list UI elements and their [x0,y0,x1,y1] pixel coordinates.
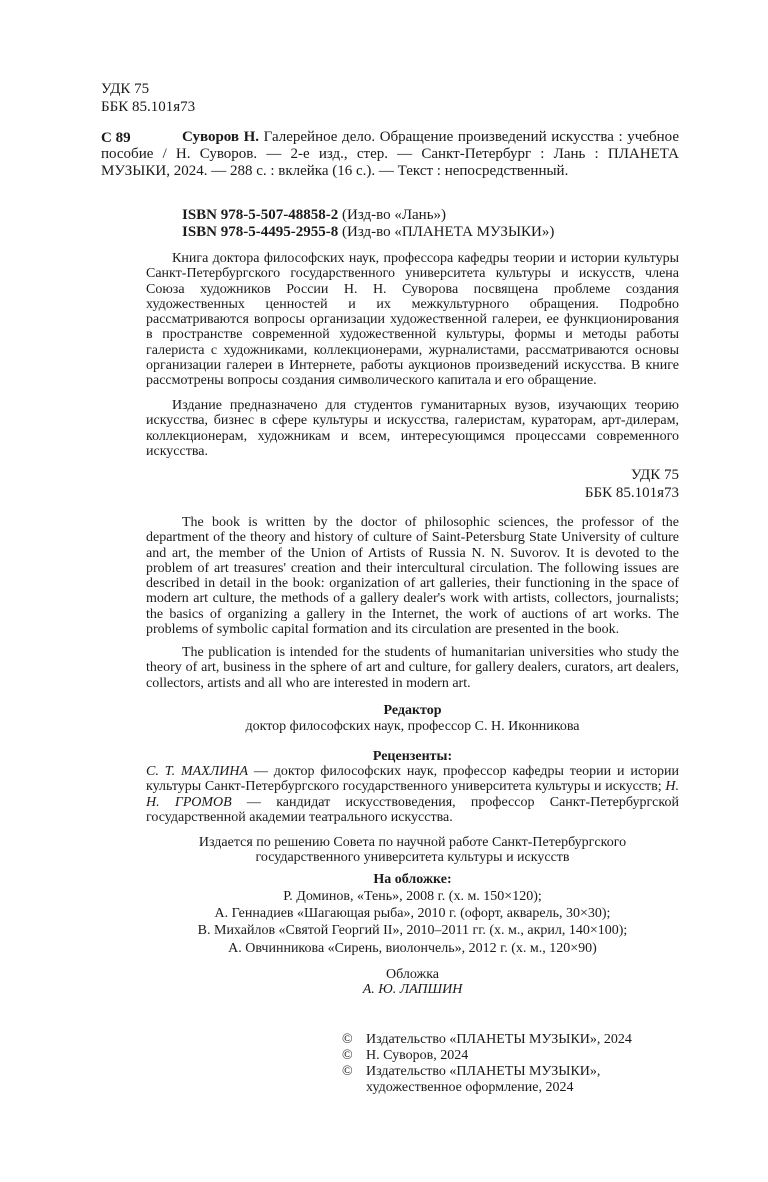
copyright-symbol: © [342,1032,353,1047]
cover-line: А. Овчинникова «Сирень, виолончель», 2012 г. (х. м., 120×90) [228,941,597,956]
abstract-ru-paragraph: Книга доктора философских наук, профессора кафедры теории и истории культуры Санкт-Петербургского государственного университета культуры и искусств, члена Союза художников России Н. Н. Суворова посвящена проблеме создания художественных ценностей и их межкультурного обращения. Подробно рассматриваются вопросы организации художественной галереи, ее функционирования в пространстве современной художественной культуры, формы и методы работы галериста с художниками, коллекционерами, журналистами, рассматриваются основы организации галереи в Интернете, работы аукционов произведений искусства. В книге рассмотрены вопросы создания символического капитала и его обращение. [146,251,679,389]
cover-heading: На обложке: [373,872,452,887]
cover-design-name: А. Ю. ЛАПШИН [362,982,463,997]
isbn-publisher: (Изд-во «ПЛАНЕТА МУЗЫКИ») [338,224,555,240]
isbn-number: ISBN 978-5-507-48858-2 [182,207,339,223]
copyright-symbol: © [342,1048,353,1063]
cover-line: В. Михайлов «Святой Георгий II», 2010–2011 гг. (х. м., акрил, 140×100); [197,923,628,938]
bib-description: Галерейное дело. Обращение произведений искусства : учебное пособие / Н. Суворов. — 2-е изд., стер. — Санкт-Петербург : Лань : ПЛАНЕТА МУЗЫКИ, 2024. — 288 с. : вклейка (16 с.). — Текст : непосредственный. [101,129,680,180]
isbn-number: ISBN 978-5-4495-2955-8 [182,224,339,240]
copyright-text: Издательство «ПЛАНЕТЫ МУЗЫКИ», 2024 [366,1032,632,1047]
cover-design-label: Обложка [386,967,439,982]
bib-author: Суворов Н. [182,129,260,145]
isbn-line [182,223,554,241]
copyright-line [342,1064,682,1080]
reviewer-name: Н. Н. ГРОМОВ [146,779,679,810]
reviewers-heading: Рецензенты: [372,749,453,764]
isbn-publisher: (Изд-во «Лань») [338,207,447,223]
abstract-en-paragraph: The book is written by the doctor of philosophic sciences, the professor of the department of the theory and history of culture of Saint-Petersburg State University of culture and art, the member of the Union of Artists of Russia N. N. Suvorov. It is devoted to the problem of art treasures' creation and their intercultural circulation. The following issues are described in detail in the book: organization of art galleries, their functioning in the space of modern art culture, the methods of a gallery dealer's work with artists, collectors, journalists; the basics of organizing a gallery in the Internet, the work of auctions of art works. The problems of symbolic capital formation and its circulation are presented in the book. [146,515,679,638]
copyright-line [342,1048,682,1064]
cover-line: А. Геннадиев «Шагающая рыба», 2010 г. (офорт, акварель, 30×30); [214,906,611,921]
council-line: Издается по решению Совета по научной работе Санкт-Петербургского [198,835,627,850]
editor-text: доктор философских наук, профессор С. Н. Иконникова [245,719,580,734]
copyright-text: Н. Суворов, 2024 [366,1048,469,1063]
copyright-text: Издательство «ПЛАНЕТЫ МУЗЫКИ», [366,1064,601,1079]
reviewers-text: С. Т. МАХЛИНА — доктор философских наук, профессор кафедры теории и истории культуры Санкт-Петербургского государственного университета культуры и искусств; Н. Н. ГРОМОВ — кандидат искусствоведения, профессор Санкт-Петербургской государственной академии театрального искусства. [146,764,679,825]
editor-heading: Редактор [383,703,442,718]
udk-top: УДК 75 [101,81,150,97]
copyright-line [342,1080,682,1096]
copyright-symbol: © [342,1064,353,1079]
copyright-text: художественное оформление, 2024 [366,1080,574,1095]
bbk-top: ББК 85.101я73 [101,99,196,115]
isbn-line [182,206,446,224]
author-mark: С 89 [101,130,131,146]
abstract-ru-paragraph: Издание предназначено для студентов гуманитарных вузов, изучающих теорию искусства, бизнес в сфере культуры и искусства, галеристам, кураторам, арт-дилерам, коллекционерам, художникам и всем, интересующимся процессами современного искусства. [146,398,679,459]
reviewer-name: С. Т. МАХЛИНА [146,764,249,779]
abstract-en-paragraph: The publication is intended for the students of humanitarian universities who study the theory of art, business in the sphere of art and culture, for gallery dealers, curators, art dealers, collectors, artists and all who are interested in modern art. [146,645,679,691]
copyright-line [342,1032,682,1048]
bibliographic-description [101,129,679,181]
cover-line: Р. Доминов, «Тень», 2008 г. (х. м. 150×120); [283,889,542,904]
udk-right: УДК 75 [630,467,679,483]
council-line: государственного университета культуры и искусств [255,850,570,865]
bbk-right: ББК 85.101я73 [584,485,679,501]
